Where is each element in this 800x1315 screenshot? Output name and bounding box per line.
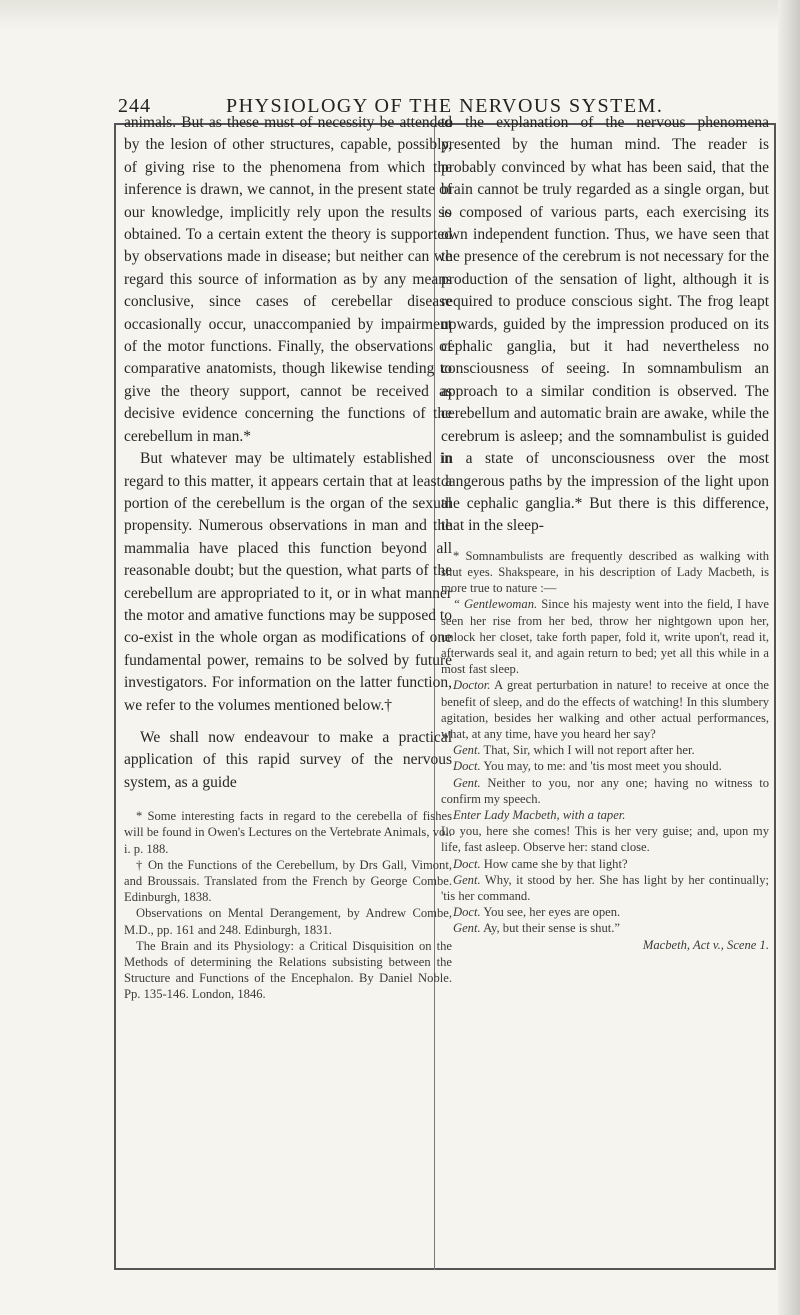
- page-number: 244: [118, 95, 151, 117]
- quote-line: [441, 775, 769, 807]
- footnote-somnambulists: * Somnambulists are frequently described as walking with shut eyes. Shakspeare, in his description of Lady Macbeth, is more true to nature :—: [441, 548, 769, 596]
- speaker-name: “ Gentlewoman.: [453, 597, 538, 612]
- border-left: [114, 123, 116, 1270]
- quote-line: Lo you, here she comes! This is her very guise; and, upon my life, fast asleep. Observe her: stand close.: [441, 824, 769, 855]
- speaker-name: Doct.: [453, 759, 481, 774]
- quote-line: [441, 596, 769, 677]
- left-column: [124, 112, 452, 1003]
- speaker-name: Doct.: [453, 905, 481, 920]
- border-bottom: [114, 1268, 776, 1270]
- left-paragraph-2: But whatever may be ultimately established in regard to this matter, it appears certain that at least a portion of the cerebellum is the organ of the sexual propensity. Numerous observations in man and the mammalia have placed this function beyond all reasonable doubt; but the question, what parts of the cerebellum are appropriated to it, or in what manner the motor and amative functions may be supposed to co-exist in the whole organ as modifications of one fundamental power, remains to be solved by future investigators. For information on the latter function, we refer to the volumes mentioned below.†: [124, 450, 452, 714]
- page-top-shadow: [0, 0, 800, 30]
- footnote-dagger: † On the Functions of the Cerebellum, by Drs Gall, Vimont, and Broussais. Translated from the French by George Combe. Edinburgh, 1838.: [124, 857, 452, 905]
- speaker-name: Doct.: [453, 856, 481, 871]
- quote-line: [441, 758, 769, 774]
- footnote-star: * Some interesting facts in regard to the cerebella of fishes will be found in Owen's Lectures on the Vertebrate Animals, vol. i. p. 188.: [124, 809, 452, 856]
- border-right: [774, 123, 776, 1270]
- quote-text: Since his majesty went into the field, I have seen her rise from her bed, throw her nightgown upon her, unlock her closet, take forth paper, fold it, write upon't, read it, afterwards seal it, and again return to bed; yet all this while in a most fast sleep.: [441, 597, 769, 677]
- quote-text: You may, to me: and 'tis most meet you should.: [480, 759, 722, 774]
- quote-text: Neither to you, nor any one; having no witness to confirm my speech.: [441, 775, 769, 806]
- footnote-reference-combe: Observations on Mental Derangement, by Andrew Combe, M.D., pp. 161 and 248. Edinburgh, 1831.: [124, 906, 452, 937]
- quote-text: You see, her eyes are open.: [480, 905, 621, 920]
- quote-line: [441, 872, 769, 904]
- quote-text: Why, it stood by her. She has light by her continually; 'tis her command.: [441, 872, 769, 903]
- left-paragraph-1: animals. But as these must of necessity be attended by the lesion of other structures, capable, possibly, of giving rise to the phenomena from which the inference is drawn, we cannot, in the present state of our knowledge, implicitly rely upon the results so obtained. To a certain extent the theory is supported by observations made in disease; but neither can we regard this source of information as by any means conclusive, since cases of cerebellar disease occasionally occur, unaccompanied by impairment of the motor functions. Finally, the observations of comparative anatomists, though likewise tending to give the theory support, cannot be received as decisive evidence concerning the functions of the cerebellum in man.*: [124, 114, 452, 445]
- speaker-name: Doctor.: [453, 678, 491, 693]
- quote-text: Ay, but their sense is shut.”: [480, 921, 620, 936]
- speaker-name: Gent.: [453, 921, 481, 936]
- page-edge-shadow: [778, 0, 800, 1315]
- quote-line: [441, 742, 769, 758]
- speaker-name: Gent.: [453, 775, 481, 790]
- stage-direction: Enter Lady Macbeth, with a taper.: [453, 807, 626, 822]
- quote-text: How came she by that light?: [480, 856, 628, 871]
- right-column: [441, 112, 769, 953]
- running-title: PHYSIOLOGY OF THE NERVOUS SYSTEM.: [226, 95, 664, 117]
- quote-line: [441, 904, 769, 920]
- footnote-reference-noble: The Brain and its Physiology: a Critical Disquisition on the Methods of determining the Relations subsisting between the Structure and Functions of the Encephalon. By Daniel Noble. Pp. 135-146. London, 1846.: [124, 938, 452, 1002]
- right-paragraph-1: to the explanation of the nervous phenomena presented by the human mind. The reader is probably convinced by what has been said, that the brain cannot be truly regarded as a single organ, but is composed of various parts, each exercising its own independent function. Thus, we have seen that the presence of the cerebrum is not necessary for the production of the sensation of light, although it is required to produce conscious sight. The frog leapt upwards, guided by the impression produced on its cephalic ganglia, but it had nevertheless no consciousness of seeing. In somnambulism an approach to a similar condition is observed. The cerebellum and automatic brain are awake, while the cerebrum is asleep; and the somnambulist is guided in a state of unconsciousness over the most dangerous paths by the impression of the light upon the cephalic ganglia.* But there is this difference, that in the sleep-: [441, 114, 769, 535]
- speaker-name: Gent.: [453, 872, 481, 887]
- quote-line: [441, 677, 769, 742]
- quote-line: [441, 920, 769, 936]
- left-paragraph-3: We shall now endeavour to make a practical application of this rapid survey of the nervous system, as a guide: [124, 728, 452, 791]
- quote-text: That, Sir, which I will not report after her.: [480, 743, 695, 758]
- quote-text: A great perturbation in nature! to receive at once the benefit of sleep, and do the effects of watching! In this slumbery agitation, besides her walking and other actual performances, what, at any time, have you heard her say?: [441, 678, 769, 741]
- quote-citation: Macbeth, Act v., Scene 1.: [642, 937, 769, 952]
- speaker-name: Gent.: [453, 743, 481, 758]
- quote-line: [441, 856, 769, 872]
